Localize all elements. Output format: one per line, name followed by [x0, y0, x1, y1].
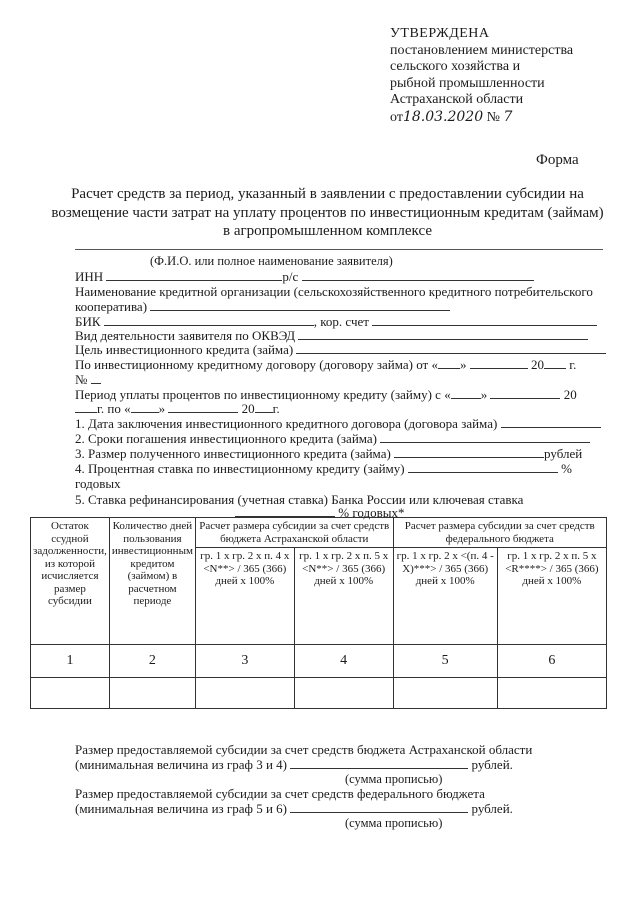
period-row-2: [75, 401, 280, 417]
contract-year-prefix: 20: [530, 357, 544, 372]
bik-field[interactable]: [104, 314, 314, 326]
rs-label: р/с: [282, 269, 299, 284]
approval-heading: УТВЕРЖДЕНА: [390, 26, 490, 41]
regional-subsidy-row: [75, 757, 513, 773]
data-cell-6[interactable]: [497, 678, 606, 709]
item-1-label: 1. Дата заключения инвестиционного кредитного договора (договора займа): [75, 416, 498, 431]
regional-group-header: Расчет размера субсидии за счет средств бюджета Астраханской области: [195, 518, 393, 548]
data-cell-4[interactable]: [294, 678, 393, 709]
federal-subsidy-caption: (сумма прописью): [345, 816, 443, 830]
applicant-line: [75, 249, 603, 250]
regional-subsidy-line-2: (минимальная величина из граф 3 и 4): [75, 757, 287, 772]
approval-date-prefix: от: [390, 109, 403, 125]
item-3-label: 3. Размер полученного инвестиционного кредита (займа): [75, 446, 391, 461]
contract-quote: »: [459, 357, 467, 372]
period-start-month-field[interactable]: [490, 387, 560, 399]
regional-subsidy-unit: рублей.: [471, 757, 513, 772]
handwritten-date: 18.03.2020: [402, 108, 484, 125]
inn-row: [75, 269, 534, 285]
applicant-caption: (Ф.И.О. или полное наименование заявителя): [150, 254, 393, 268]
approval-number-prefix: №: [486, 109, 500, 125]
goal-row: [75, 342, 606, 358]
handwritten-number: 7: [503, 108, 513, 125]
item-2-label: 2. Сроки погашения инвестиционного кредита (займа): [75, 431, 378, 446]
contract-year-suffix: г.: [569, 357, 577, 372]
period-end-quote: »: [158, 401, 166, 416]
col-number-4: 4: [294, 645, 393, 678]
calculation-table: [30, 517, 607, 709]
credit-org-field[interactable]: [150, 299, 450, 311]
contract-month-field[interactable]: [470, 357, 528, 369]
col-number-1: 1: [31, 645, 110, 678]
col-number-6: 6: [497, 645, 606, 678]
contract-number-row: [75, 372, 101, 388]
inn-field[interactable]: [106, 269, 282, 281]
period-end-year-field[interactable]: [255, 401, 273, 413]
approval-date-line: [390, 109, 573, 127]
col-5-header: гр. 1 х гр. 2 х <(п. 4 - X)***> / 365 (366) дней х 100%: [393, 548, 497, 645]
item-4-unit: % годовых: [75, 461, 572, 491]
okved-label: Вид деятельности заявителя по ОКВЭД: [75, 328, 296, 343]
item-1-row: [75, 416, 601, 432]
period-start-year-prefix: 20: [563, 387, 577, 402]
period-end-day-field[interactable]: [131, 401, 159, 413]
approval-line-4: Астраханской области: [390, 92, 524, 107]
item-2-row: [75, 431, 590, 447]
okved-field[interactable]: [298, 328, 588, 340]
item-5-unit: % годовых*: [338, 505, 405, 520]
col-number-3: 3: [195, 645, 294, 678]
col-number-2: 2: [109, 645, 195, 678]
col-4-header: гр. 1 х гр. 2 х п. 5 х <N**> / 365 (366) дней х 100%: [294, 548, 393, 645]
period-end-year-suffix: г.: [272, 401, 280, 416]
approval-block: [390, 26, 573, 126]
contract-year-field[interactable]: [544, 357, 566, 369]
item-4-row: [75, 461, 605, 491]
data-cell-3[interactable]: [195, 678, 294, 709]
period-end-year-prefix: 20: [241, 401, 255, 416]
federal-group-header: Расчет размера субсидии за счет средств федерального бюджета: [393, 518, 606, 548]
regional-subsidy-field[interactable]: [290, 757, 468, 769]
approval-line-1: постановлением министерства: [390, 42, 574, 58]
period-start-quote: »: [480, 387, 488, 402]
federal-subsidy-row: [75, 801, 513, 817]
credit-org-label: Наименование кредитной организации (сельскохозяйственного кредитного потребительского кооператива): [75, 284, 593, 314]
col-1-header: Остаток ссудной задолженности, из которой исчисляется размер субсидии: [31, 518, 110, 645]
form-label: Форма: [536, 152, 579, 168]
federal-subsidy-line-1: Размер предоставляемой субсидии за счет средств федерального бюджета: [75, 786, 485, 801]
item-1-field[interactable]: [501, 416, 601, 428]
contract-label: По инвестиционному кредитному договору (договору займа) от «: [75, 357, 438, 372]
item-3-row: [75, 446, 582, 462]
federal-subsidy-unit: рублей.: [471, 801, 513, 816]
bik-label: БИК: [75, 314, 101, 329]
federal-subsidy-line-2: (минимальная величина из граф 5 и 6): [75, 801, 287, 816]
period-label: Период уплаты процентов по инвестиционному кредиту (займу) с «: [75, 387, 451, 402]
rs-field[interactable]: [302, 269, 534, 281]
col-number-5: 5: [393, 645, 497, 678]
item-4-label: 4. Процентная ставка по инвестиционному кредиту (займу): [75, 461, 405, 476]
period-end-month-field[interactable]: [168, 401, 238, 413]
col-2-header: Количество дней пользования инвестиционным кредитом (займом) в расчетном периоде: [109, 518, 195, 645]
item-2-field[interactable]: [380, 431, 590, 443]
item-5-label: 5. Ставка рефинансирования (учетная ставка) Банка России или ключевая ставка: [75, 492, 524, 507]
approval-line-2: сельского хозяйства и: [390, 59, 521, 74]
contract-number-field[interactable]: [91, 372, 101, 384]
inn-label: ИНН: [75, 269, 104, 284]
item-5-field[interactable]: [235, 505, 335, 517]
kor-field[interactable]: [372, 314, 597, 326]
document-title: Расчет средств за период, указанный в заявлении с предоставлении субсидии на возмещение части затрат на уплату процентов по инвестиционным кредитам (займам) в агропромышленном комплексе: [51, 186, 604, 239]
item-4-field[interactable]: [408, 461, 558, 473]
regional-subsidy-caption: (сумма прописью): [345, 772, 443, 786]
data-cell-2[interactable]: [109, 678, 195, 709]
period-start-day-field[interactable]: [451, 387, 481, 399]
data-cell-5[interactable]: [393, 678, 497, 709]
col-3-header: гр. 1 х гр. 2 х п. 4 х <N**> / 365 (366) дней х 100%: [195, 548, 294, 645]
regional-subsidy-line-1: Размер предоставляемой субсидии за счет средств бюджета Астраханской области: [75, 742, 533, 757]
period-start-year-field[interactable]: [75, 401, 97, 413]
federal-subsidy-field[interactable]: [290, 801, 468, 813]
goal-label: Цель инвестиционного кредита (займа): [75, 342, 294, 357]
col-6-header: гр. 1 х гр. 2 х п. 5 х <R****> / 365 (366) дней х 100%: [497, 548, 606, 645]
item-3-field[interactable]: [394, 446, 544, 458]
contract-day-field[interactable]: [438, 357, 460, 369]
item-3-unit: рублей: [544, 446, 583, 461]
contract-row: [75, 357, 576, 373]
period-end-label: г. по «: [97, 401, 131, 416]
contract-number-label: №: [75, 372, 88, 387]
data-cell-1[interactable]: [31, 678, 110, 709]
credit-org-row: [75, 284, 607, 314]
kor-label: , кор. счет: [313, 314, 369, 329]
goal-field[interactable]: [296, 342, 606, 354]
approval-line-3: рыбной промышленности: [390, 75, 545, 91]
